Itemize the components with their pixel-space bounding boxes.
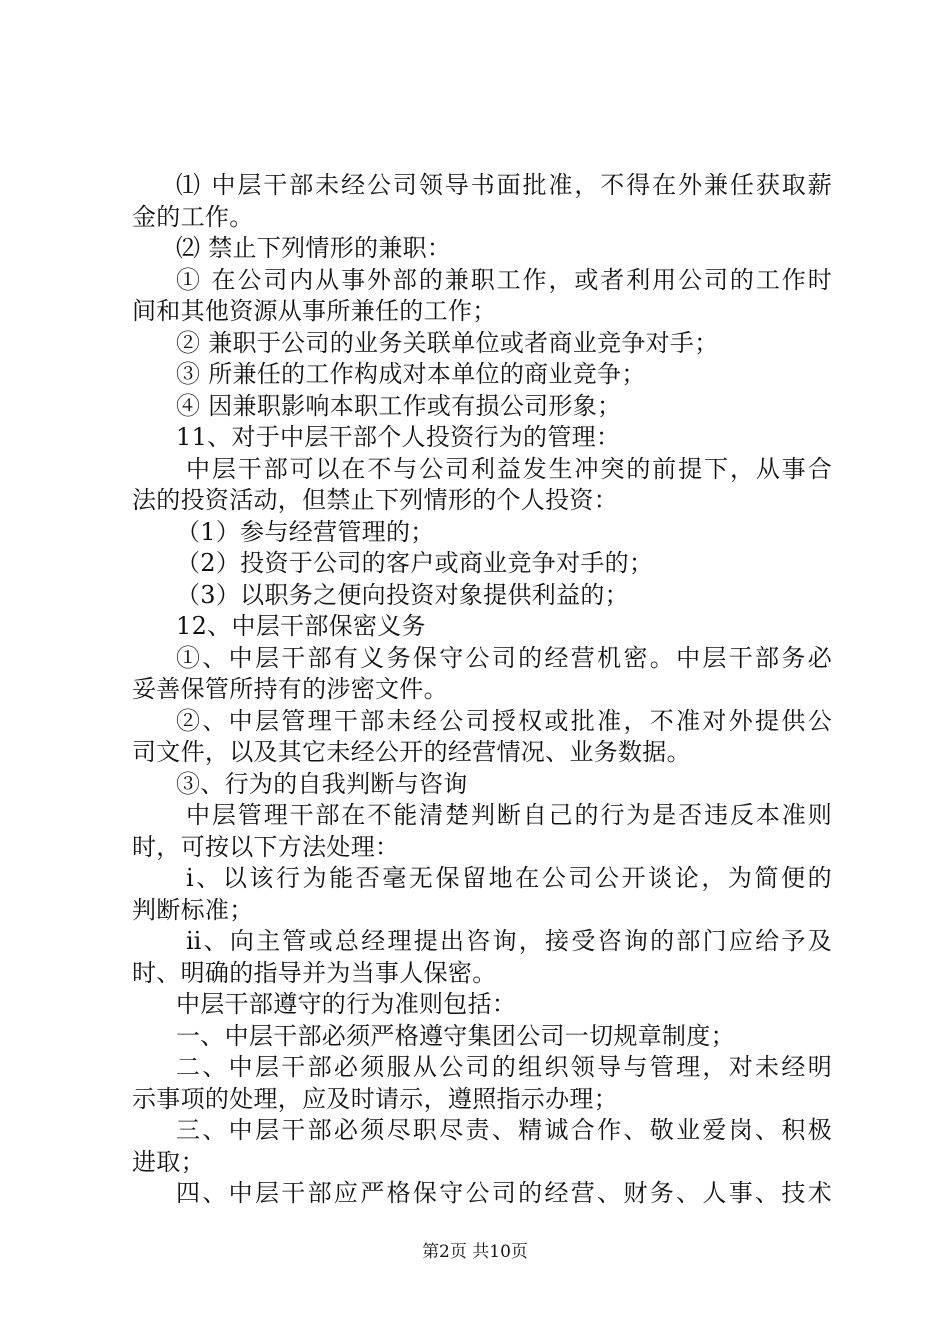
section-heading: 11、对于中层干部个人投资行为的管理：: [176, 423, 621, 451]
paragraph-line: 间和其他资源从事所兼任的工作；: [132, 297, 497, 325]
paragraph-line: 司文件，以及其它未经公开的经营情况、业务数据。: [132, 738, 691, 766]
paragraph-line: 妥善保管所持有的涉密文件。: [132, 675, 448, 703]
paragraph-line: 中层干部可以在不与公司利益发生冲突的前提下，从事合: [186, 454, 832, 483]
paragraph-line: 判断标准；: [132, 895, 254, 924]
paragraph-line: ⅰ、以该行为能否毫无保留地在公司公开谈论，为简便的: [186, 864, 832, 892]
paragraph-line: ①、中层干部有义务保守公司的经营机密。中层干部务必: [176, 643, 832, 672]
paragraph-line: ② 兼职于公司的业务关联单位或者商业竞争对手；: [176, 328, 719, 357]
paragraph-line: ③ 所兼任的工作构成对本单位的商业竞争；: [176, 360, 646, 388]
paragraph-line: ⅱ、向主管或总经理提出咨询，接受咨询的部门应给予及: [186, 927, 832, 955]
paragraph-line: ⑵ 禁止下列情形的兼职：: [176, 234, 452, 262]
paragraph-line: ②、中层管理干部未经公司授权或批准，不准对外提供公: [176, 706, 832, 735]
paragraph-line: 示事项的处理，应及时请示，遵照指示办理；: [132, 1084, 618, 1113]
paragraph-line: ④ 因兼职影响本职工作或有损公司形象；: [176, 391, 622, 420]
paragraph-line: 二、中层干部必须服从公司的组织领导与管理，对未经明: [176, 1053, 832, 1081]
list-item: （3）以职务之便向投资对象提供利益的；: [176, 580, 629, 609]
paragraph-line: ① 在公司内从事外部的兼职工作，或者利用公司的工作时: [176, 265, 832, 294]
paragraph-line: 三、中层干部必须尽职尽责、精诚合作、敬业爱岗、积极: [176, 1116, 832, 1144]
paragraph-line: 法的投资活动，但禁止下列情形的个人投资：: [132, 486, 618, 514]
paragraph-line: 中层干部遵守的行为准则包括：: [176, 990, 517, 1018]
paragraph-line: 时，可按以下方法处理：: [132, 832, 400, 861]
list-item: （2）投资于公司的客户或商业竞争对手的；: [176, 549, 654, 577]
paragraph-line: 中层管理干部在不能清楚判断自己的行为是否违反本准则: [186, 801, 832, 829]
paragraph-line: ⑴ 中层干部未经公司领导书面批准，不得在外兼任获取薪: [176, 171, 832, 199]
paragraph-line: 进取；: [132, 1147, 205, 1176]
paragraph-line: 金的工作。: [132, 202, 254, 231]
paragraph-line: 时、明确的指导并为当事人保密。: [132, 958, 497, 987]
page-number-footer: 第2页 共10页: [422, 1242, 528, 1262]
document-body: [132, 170, 832, 1210]
section-heading: 12、中层干部保密义务: [176, 612, 426, 640]
paragraph-line: 四、中层干部应严格保守公司的经营、财务、人事、技术: [176, 1179, 832, 1207]
paragraph-line: ③、行为的自我判断与咨询: [176, 769, 468, 798]
paragraph-line: 一、中层干部必须严格遵守集团公司一切规章制度；: [176, 1021, 735, 1050]
list-item: （1）参与经营管理的；: [176, 517, 435, 546]
